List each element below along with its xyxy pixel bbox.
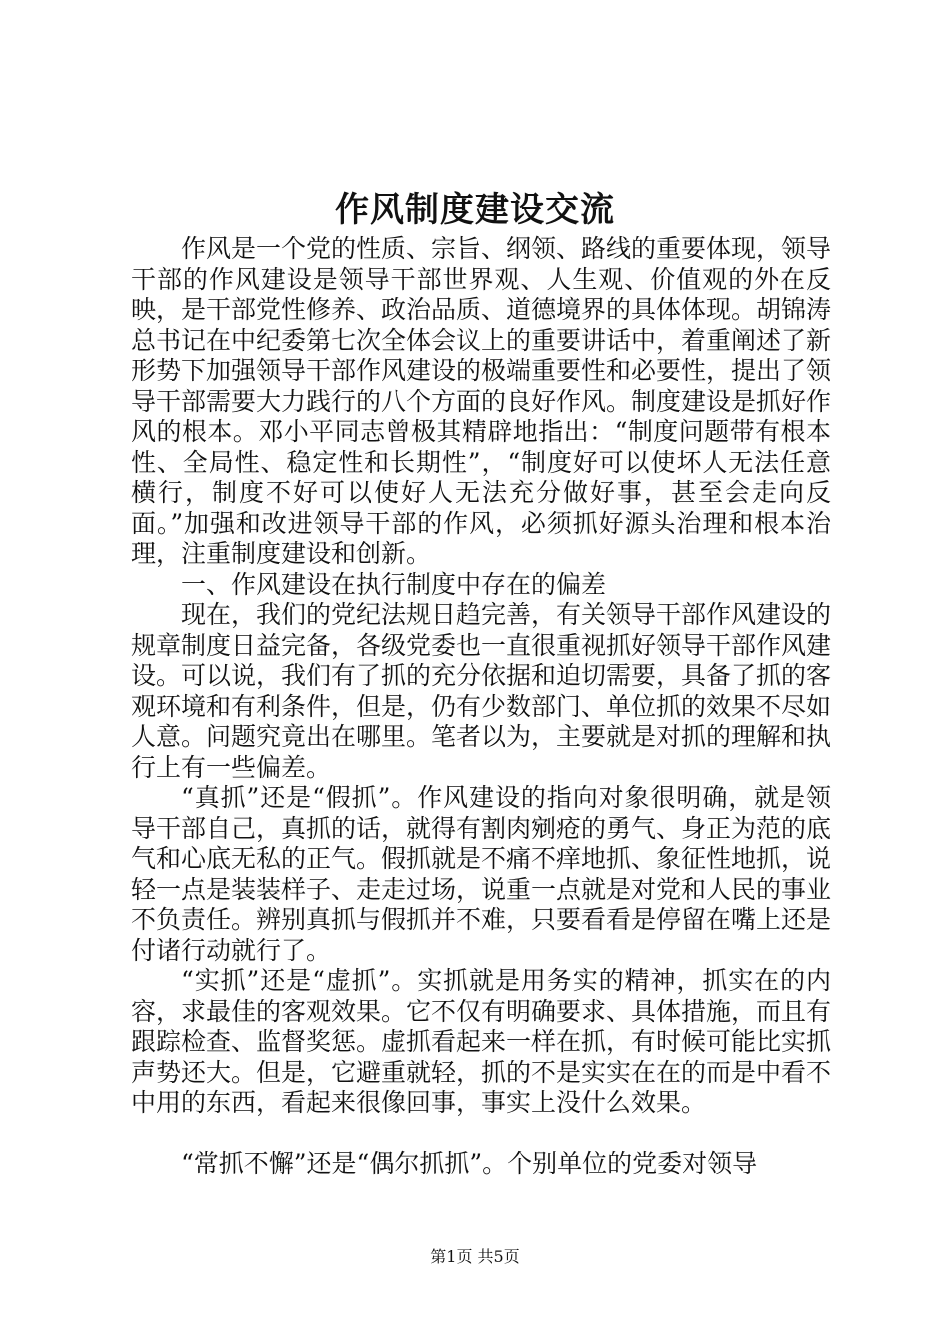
paragraph-constant-vs-occasional: “常抓不懈”还是“偶尔抓抓”。个别单位的党委对领导: [181, 1148, 758, 1178]
paragraph-solid-vs-empty: “实抓”还是“虚抓”。实抓就是用务实的精神，抓实在的内容，求最佳的客观效果。它不仅有明确要求、具体措施，而且有跟踪检查、监督奖惩。虚抓看起来一样在抓，有时候可能比实抓声势还大。但是，它避重就轻，抓的不是实实在在的而是中看不中用的东西，看起来很像回事，事实上没什么效果。: [131, 966, 832, 1117]
paragraph-current-situation: 现在，我们的党纪法规日趋完善，有关领导干部作风建设的规章制度日益完备，各级党委也一直很重视抓好领导干部作风建设。可以说，我们有了抓的充分依据和迫切需要，具备了抓的客观环境和有利条件，但是，仍有少数部门、单位抓的效果不尽如人意。问题究竟出在哪里。笔者以为，主要就是对抓的理解和执行上有一些偏差。: [131, 600, 832, 782]
paragraph-real-vs-fake: “真抓”还是“假抓”。作风建设的指向对象很明确，就是领导干部自己，真抓的话，就得有割肉剜疮的勇气、身正为范的底气和心底无私的正气。假抓就是不痛不痒地抓、象征性地抓，说轻一点是装装样子、走走过场，说重一点就是对党和人民的事业不负责任。辨别真抓与假抓并不难，只要看看是停留在嘴上还是付诸行动就行了。: [131, 783, 832, 965]
paragraph-intro: 作风是一个党的性质、宗旨、纲领、路线的重要体现，领导干部的作风建设是领导干部世界观、人生观、价值观的外在反映，是干部党性修养、政治品质、道德境界的具体体现。胡锦涛总书记在中纪委第七次全体会议上的重要讲话中，着重阐述了新形势下加强领导干部作风建设的极端重要性和必要性，提出了领导干部需要大力践行的八个方面的良好作风。制度建设是抓好作风的根本。邓小平同志曾极其精辟地指出：“制度问题带有根本性、全局性、稳定性和长期性”，“制度好可以使坏人无法任意横行，制度不好可以使好人无法充分做好事，甚至会走向反面。”加强和改进领导干部的作风，必须抓好源头治理和根本治理，注重制度建设和创新。: [131, 234, 832, 568]
section-heading: 一、作风建设在执行制度中存在的偏差: [181, 569, 607, 599]
document-body: [131, 234, 831, 1179]
document-title: 作风制度建设交流: [335, 190, 615, 230]
page-footer: 第1页 共5页: [430, 1247, 520, 1266]
